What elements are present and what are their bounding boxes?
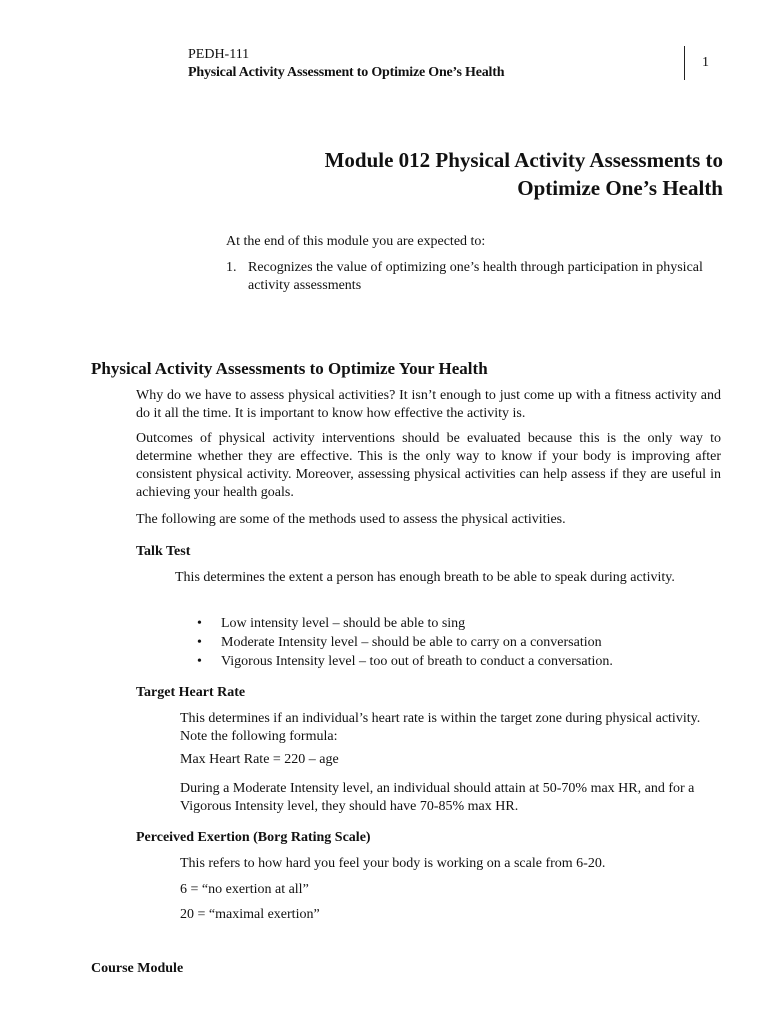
bullet-icon: • bbox=[197, 616, 202, 631]
list-item bbox=[197, 633, 717, 652]
module-title-line1: Module 012 Physical Activity Assessments to bbox=[324, 148, 723, 172]
module-title bbox=[240, 146, 723, 202]
objectives-intro: At the end of this module you are expected to: bbox=[226, 234, 486, 249]
paragraph-outcomes: Outcomes of physical activity interventions should be evaluated because this is the only way to determine whether they are effective. This is the only way to know if your body is improving after consistent physical activity. Moreover, assessing physical activities can help assess if they are useful in achieving your health goals. bbox=[136, 431, 721, 500]
course-code: PEDH-111 bbox=[188, 47, 250, 62]
borg-scale-low: 6 = “no exertion at all” bbox=[180, 882, 309, 897]
objective-number: 1. bbox=[226, 260, 237, 275]
max-heart-rate-formula: Max Heart Rate = 220 – age bbox=[180, 752, 339, 767]
borg-scale-high: 20 = “maximal exertion” bbox=[180, 907, 320, 922]
talk-test-bullet-list bbox=[197, 614, 717, 671]
target-heart-rate-note: During a Moderate Intensity level, an individual should attain at 50-70% max HR, and for a Vigorous Intensity level, they should have 70-85% max HR. bbox=[180, 781, 695, 814]
talk-test-heading: Talk Test bbox=[136, 544, 191, 559]
footer-label: Course Module bbox=[91, 961, 184, 976]
section-heading: Physical Activity Assessments to Optimize Your Health bbox=[91, 359, 488, 378]
perceived-exertion-description: This refers to how hard you feel your body is working on a scale from 6-20. bbox=[180, 856, 606, 871]
module-title-line2: Optimize One’s Health bbox=[517, 176, 723, 200]
header-divider bbox=[684, 46, 685, 80]
objective-text: Recognizes the value of optimizing one’s health through participation in physical activity assessments bbox=[248, 260, 703, 293]
target-heart-rate-heading: Target Heart Rate bbox=[136, 685, 246, 700]
paragraph-why-assess: Why do we have to assess physical activities? It isn’t enough to just come up with a fitness activity and do it all the time. It is important to know how effective the activity is. bbox=[136, 388, 721, 421]
target-heart-rate-description: This determines if an individual’s heart rate is within the target zone during physical activity. Note the following formula: bbox=[180, 711, 701, 744]
talk-test-description: This determines the extent a person has enough breath to be able to speak during activity. bbox=[175, 570, 675, 585]
perceived-exertion-heading: Perceived Exertion (Borg Rating Scale) bbox=[136, 830, 371, 845]
course-title: Physical Activity Assessment to Optimize One’s Health bbox=[188, 65, 505, 80]
page-number: 1 bbox=[702, 55, 709, 70]
list-item-text: Vigorous Intensity level – too out of breath to conduct a conversation. bbox=[221, 654, 613, 669]
list-item bbox=[197, 614, 717, 633]
list-item bbox=[197, 652, 717, 671]
list-item-text: Low intensity level – should be able to sing bbox=[221, 616, 466, 631]
list-item-text: Moderate Intensity level – should be able to carry on a conversation bbox=[221, 635, 602, 650]
bullet-icon: • bbox=[197, 654, 202, 669]
bullet-icon: • bbox=[197, 635, 202, 650]
paragraph-methods-intro: The following are some of the methods used to assess the physical activities. bbox=[136, 512, 566, 527]
